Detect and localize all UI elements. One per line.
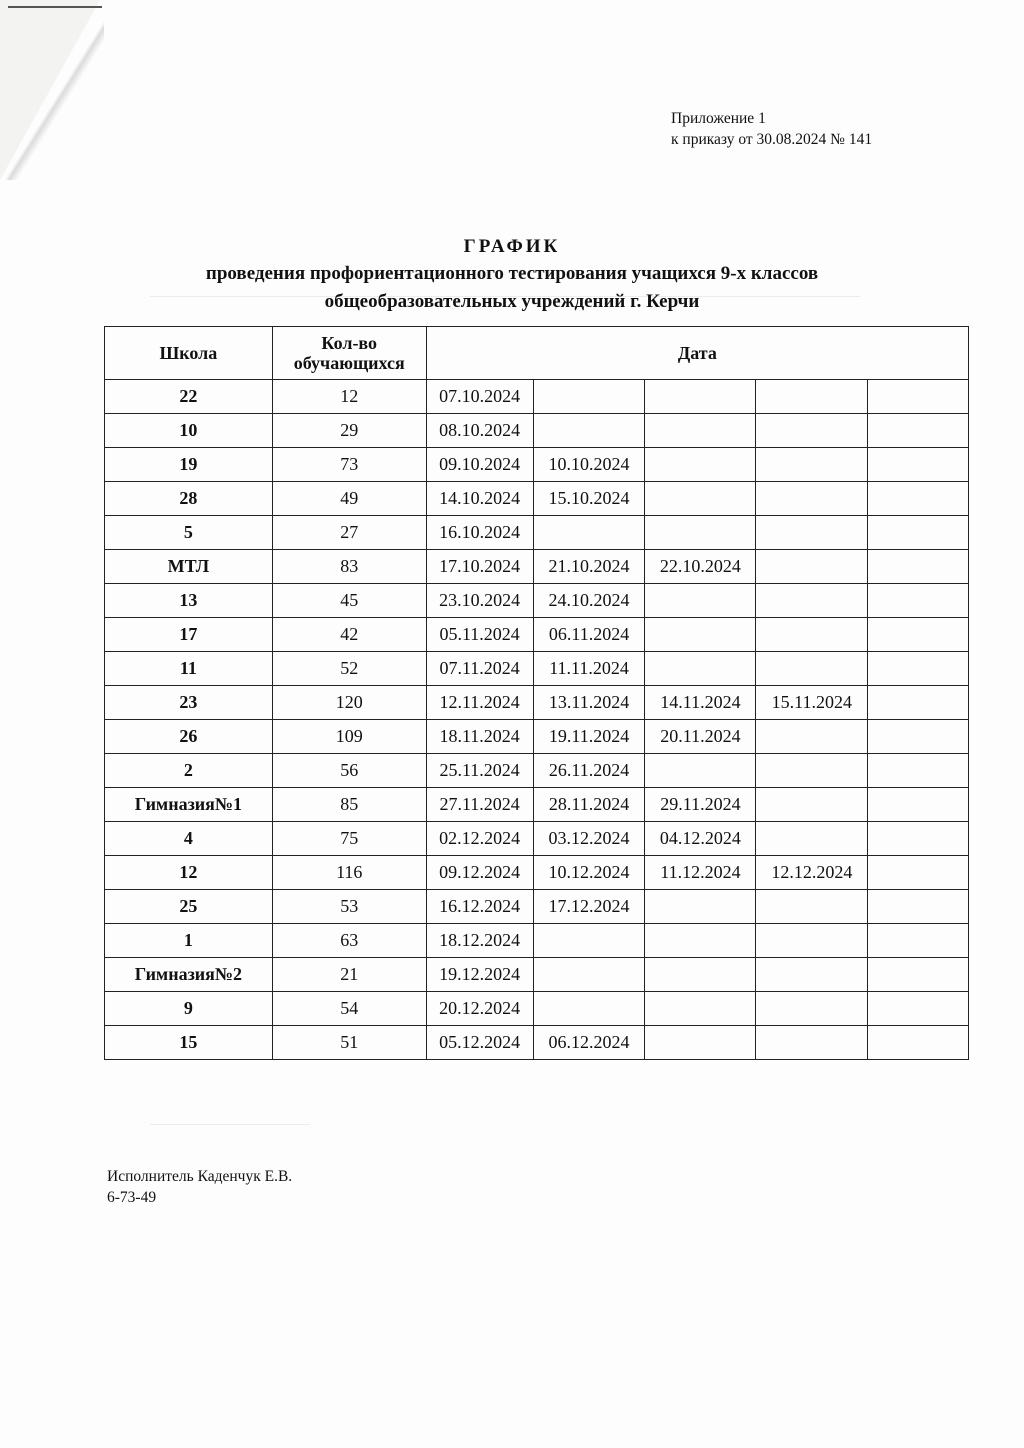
cell-date (868, 686, 969, 720)
cell-date: 14.11.2024 (645, 686, 756, 720)
cell-date (756, 448, 868, 482)
cell-date: 12.11.2024 (426, 686, 533, 720)
cell-school: 4 (105, 822, 273, 856)
cell-date: 07.11.2024 (426, 652, 533, 686)
appendix-line-2: к приказу от 30.08.2024 № 141 (671, 131, 873, 148)
cell-date (645, 516, 756, 550)
cell-date (868, 516, 969, 550)
table-row (105, 686, 969, 720)
cell-date (756, 890, 868, 924)
appendix-line-1: Приложение 1 (671, 110, 766, 127)
cell-date: 24.10.2024 (533, 584, 645, 618)
cell-date (645, 958, 756, 992)
cell-school: 26 (105, 720, 273, 754)
cell-date (645, 414, 756, 448)
table-row (105, 652, 969, 686)
cell-date: 15.10.2024 (533, 482, 645, 516)
cell-date (533, 516, 645, 550)
cell-school: 17 (105, 618, 273, 652)
cell-date: 17.10.2024 (426, 550, 533, 584)
cell-date (868, 618, 969, 652)
table-row (105, 720, 969, 754)
cell-school: 15 (105, 1026, 273, 1060)
cell-date (756, 482, 868, 516)
header-count-label: Кол-во обучающихся (293, 333, 405, 373)
table-row (105, 584, 969, 618)
cell-school: 1 (105, 924, 273, 958)
cell-date: 11.11.2024 (533, 652, 645, 686)
cell-school: 22 (105, 380, 273, 414)
header-date: Дата (426, 327, 968, 380)
cell-school: МТЛ (105, 550, 273, 584)
cell-date (868, 482, 969, 516)
cell-count: 29 (272, 414, 426, 448)
cell-date (645, 992, 756, 1026)
executor-name: Исполнитель Каденчук Е.В. (107, 1168, 293, 1185)
document-title: ГРАФИК (463, 236, 561, 257)
cell-date: 25.11.2024 (426, 754, 533, 788)
cell-date: 18.11.2024 (426, 720, 533, 754)
cell-school: 2 (105, 754, 273, 788)
cell-school: 23 (105, 686, 273, 720)
cell-date: 19.11.2024 (533, 720, 645, 754)
cell-date (868, 992, 969, 1026)
table-row (105, 856, 969, 890)
table-row (105, 924, 969, 958)
cell-date (756, 1026, 868, 1060)
cell-count: 45 (272, 584, 426, 618)
cell-date: 10.12.2024 (533, 856, 645, 890)
table-row (105, 380, 969, 414)
cell-date (533, 992, 645, 1026)
cell-school: 28 (105, 482, 273, 516)
cell-date (645, 482, 756, 516)
bleed-through-line (150, 1124, 310, 1125)
cell-count: 12 (272, 380, 426, 414)
cell-date (868, 958, 969, 992)
cell-count: 21 (272, 958, 426, 992)
cell-school: 9 (105, 992, 273, 1026)
cell-school: 12 (105, 856, 273, 890)
cell-count: 120 (272, 686, 426, 720)
cell-date (533, 414, 645, 448)
cell-date (868, 754, 969, 788)
document-heading (0, 234, 1024, 316)
cell-date: 06.11.2024 (533, 618, 645, 652)
cell-date (533, 958, 645, 992)
cell-date (533, 380, 645, 414)
table-row (105, 754, 969, 788)
cell-date: 09.12.2024 (426, 856, 533, 890)
table-row (105, 550, 969, 584)
cell-count: 73 (272, 448, 426, 482)
cell-count: 54 (272, 992, 426, 1026)
cell-date: 15.11.2024 (756, 686, 868, 720)
cell-date: 11.12.2024 (645, 856, 756, 890)
cell-school: Гимназия№2 (105, 958, 273, 992)
cell-count: 42 (272, 618, 426, 652)
cell-date (756, 788, 868, 822)
cell-school: 25 (105, 890, 273, 924)
cell-school: 13 (105, 584, 273, 618)
cell-count: 52 (272, 652, 426, 686)
cell-count: 53 (272, 890, 426, 924)
cell-date: 03.12.2024 (533, 822, 645, 856)
cell-count: 56 (272, 754, 426, 788)
cell-date (868, 380, 969, 414)
cell-count: 49 (272, 482, 426, 516)
cell-count: 85 (272, 788, 426, 822)
document-subtitle-line-2: общеобразовательных учреждений г. Керчи (324, 291, 700, 312)
header-count (272, 327, 426, 380)
cell-date (756, 822, 868, 856)
document-subtitle-line-1: проведения профориентационного тестирования учащихся 9-х классов (205, 263, 819, 284)
cell-date (868, 822, 969, 856)
cell-date (645, 890, 756, 924)
cell-date (756, 992, 868, 1026)
cell-school: 11 (105, 652, 273, 686)
cell-count: 116 (272, 856, 426, 890)
cell-date: 09.10.2024 (426, 448, 533, 482)
cell-date: 13.11.2024 (533, 686, 645, 720)
table-row (105, 516, 969, 550)
cell-date: 17.12.2024 (533, 890, 645, 924)
cell-date: 10.10.2024 (533, 448, 645, 482)
cell-school: 19 (105, 448, 273, 482)
cell-date: 29.11.2024 (645, 788, 756, 822)
executor-phone: 6-73-49 (107, 1189, 157, 1206)
cell-date (756, 924, 868, 958)
cell-count: 63 (272, 924, 426, 958)
cell-count: 83 (272, 550, 426, 584)
cell-date (533, 924, 645, 958)
cell-date: 04.12.2024 (645, 822, 756, 856)
cell-date (756, 380, 868, 414)
cell-date (868, 448, 969, 482)
cell-date: 22.10.2024 (645, 550, 756, 584)
header-school: Школа (105, 327, 273, 380)
cell-school: Гимназия№1 (105, 788, 273, 822)
cell-date (756, 958, 868, 992)
executor-info (107, 1166, 292, 1208)
cell-date: 07.10.2024 (426, 380, 533, 414)
cell-date: 12.12.2024 (756, 856, 868, 890)
cell-date (868, 1026, 969, 1060)
cell-date: 05.12.2024 (426, 1026, 533, 1060)
cell-date: 05.11.2024 (426, 618, 533, 652)
cell-date: 19.12.2024 (426, 958, 533, 992)
cell-date (868, 652, 969, 686)
cell-date: 16.10.2024 (426, 516, 533, 550)
cell-date: 23.10.2024 (426, 584, 533, 618)
cell-date (756, 414, 868, 448)
table-row (105, 414, 969, 448)
cell-date: 26.11.2024 (533, 754, 645, 788)
cell-date: 06.12.2024 (533, 1026, 645, 1060)
table-row (105, 958, 969, 992)
cell-date: 28.11.2024 (533, 788, 645, 822)
appendix-note (671, 108, 872, 150)
table-row (105, 822, 969, 856)
cell-date (868, 856, 969, 890)
cell-date (868, 720, 969, 754)
cell-date: 21.10.2024 (533, 550, 645, 584)
cell-count: 27 (272, 516, 426, 550)
cell-date: 02.12.2024 (426, 822, 533, 856)
cell-date (756, 652, 868, 686)
cell-school: 10 (105, 414, 273, 448)
schedule-table (104, 326, 969, 1060)
cell-date (645, 584, 756, 618)
cell-count: 51 (272, 1026, 426, 1060)
cell-date (645, 618, 756, 652)
cell-school: 5 (105, 516, 273, 550)
table-body (105, 380, 969, 1060)
cell-count: 75 (272, 822, 426, 856)
cell-date (756, 618, 868, 652)
cell-count: 109 (272, 720, 426, 754)
table-row (105, 890, 969, 924)
cell-date (756, 720, 868, 754)
cell-date (756, 584, 868, 618)
cell-date (645, 448, 756, 482)
cell-date (868, 924, 969, 958)
cell-date (868, 584, 969, 618)
fold-shadow (0, 0, 104, 180)
cell-date (868, 788, 969, 822)
cell-date: 14.10.2024 (426, 482, 533, 516)
cell-date (756, 550, 868, 584)
cell-date (868, 414, 969, 448)
cell-date: 20.11.2024 (645, 720, 756, 754)
cell-date: 18.12.2024 (426, 924, 533, 958)
cell-date (868, 550, 969, 584)
table-row (105, 618, 969, 652)
table-row (105, 448, 969, 482)
cell-date (868, 890, 969, 924)
table-row (105, 482, 969, 516)
scan-edge (8, 6, 102, 8)
cell-date (756, 516, 868, 550)
cell-date (756, 754, 868, 788)
cell-date (645, 1026, 756, 1060)
cell-date: 27.11.2024 (426, 788, 533, 822)
table-row (105, 1026, 969, 1060)
table-row (105, 992, 969, 1026)
table-header-row (105, 327, 969, 380)
cell-date: 16.12.2024 (426, 890, 533, 924)
table-row (105, 788, 969, 822)
cell-date (645, 924, 756, 958)
cell-date (645, 652, 756, 686)
cell-date (645, 380, 756, 414)
cell-date (645, 754, 756, 788)
cell-date: 08.10.2024 (426, 414, 533, 448)
cell-date: 20.12.2024 (426, 992, 533, 1026)
